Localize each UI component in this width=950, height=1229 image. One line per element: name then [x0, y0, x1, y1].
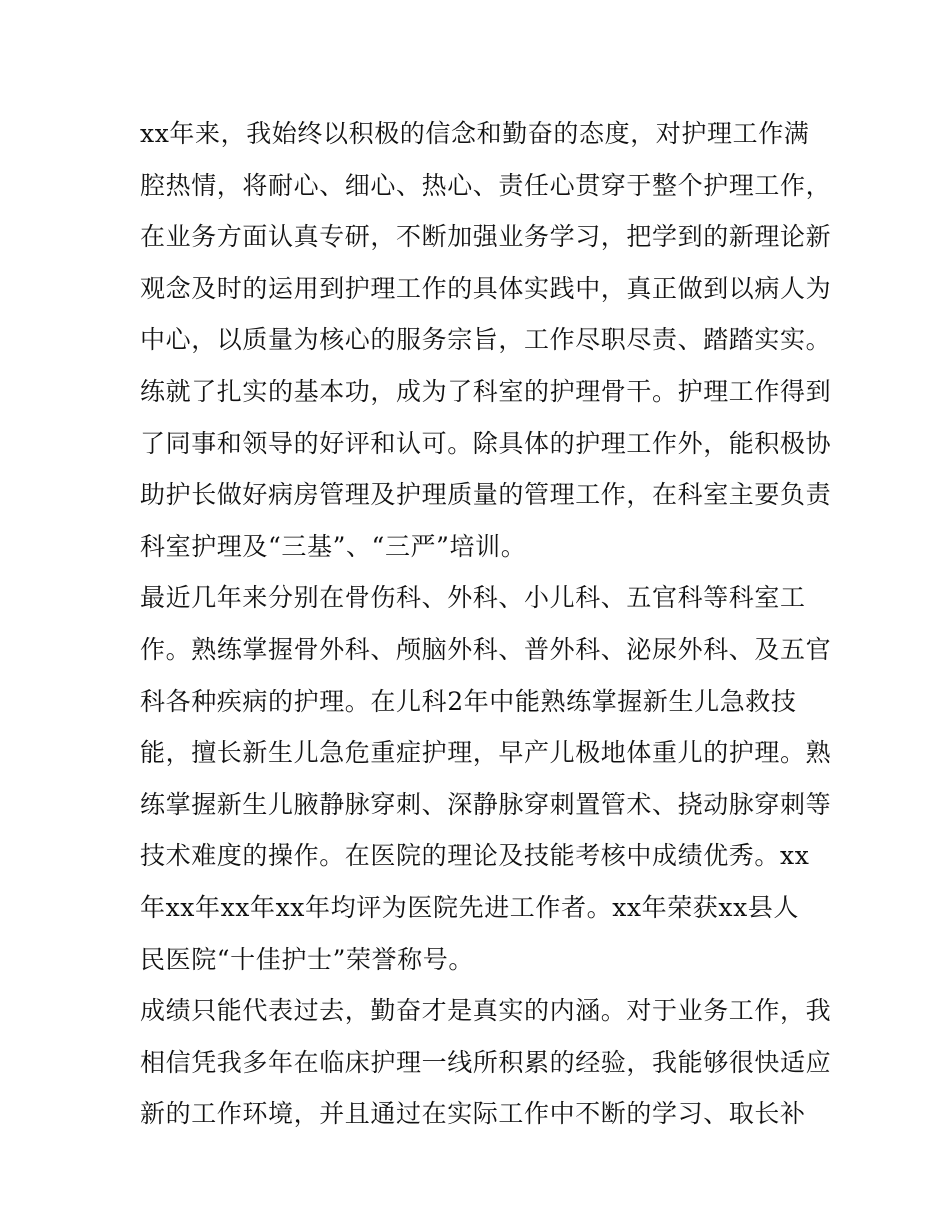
text-line: 中心，以质量为核心的服务宗旨，工作尽职尽责、踏踏实实。 — [140, 325, 832, 355]
text-line: xx年来，我始终以积极的信念和勤奋的态度，对护理工作满 — [140, 119, 810, 148]
text-line: 科各种疾病的护理。在儿科2年中能熟练掌握新生儿急救技 — [140, 686, 797, 716]
document-body — [140, 108, 832, 1140]
text-line: 技术难度的操作。在医院的理论及技能考核中成绩优秀。xx — [140, 841, 810, 871]
text-line: 观念及时的运用到护理工作的具体实践中，真正做到以病人为 — [140, 273, 832, 303]
text-line: 作。熟练掌握骨外科、颅脑外科、普外科、泌尿外科、及五官 — [140, 634, 832, 664]
text-line: 相信凭我多年在临床护理一线所积累的经验，我能够很快适应 — [140, 1047, 832, 1077]
text-line: 成绩只能代表过去，勤奋才是真实的内涵。对于业务工作，我 — [140, 996, 832, 1026]
text-line: 腔热情，将耐心、细心、热心、责任心贯穿于整个护理工作， — [140, 170, 832, 200]
text-line: 新的工作环境，并且通过在实际工作中不断的学习、取长补 — [140, 1099, 806, 1129]
text-line: 科室护理及“三基”、“三严”培训。 — [140, 531, 527, 561]
text-line: 练就了扎实的基本功，成为了科室的护理骨干。护理工作得到 — [140, 376, 832, 406]
text-line: 能，擅长新生儿急危重症护理，早产儿极地体重儿的护理。熟 — [140, 738, 832, 768]
text-line: 民医院“十佳护士”荣誉称号。 — [140, 944, 474, 974]
text-line: 助护长做好病房管理及护理质量的管理工作，在科室主要负责 — [140, 480, 832, 510]
text-line: 最近几年来分别在骨伤科、外科、小儿科、五官科等科室工 — [140, 583, 806, 613]
text-line: 练掌握新生儿腋静脉穿刺、深静脉穿刺置管术、挠动脉穿刺等 — [140, 789, 832, 819]
text-line: 在业务方面认真专研，不断加强业务学习，把学到的新理论新 — [140, 222, 832, 252]
text-line: 了同事和领导的好评和认可。除具体的护理工作外，能积极协 — [140, 428, 832, 458]
text-line: 年xx年xx年xx年均评为医院先进工作者。xx年荣获xx县人 — [140, 892, 799, 922]
